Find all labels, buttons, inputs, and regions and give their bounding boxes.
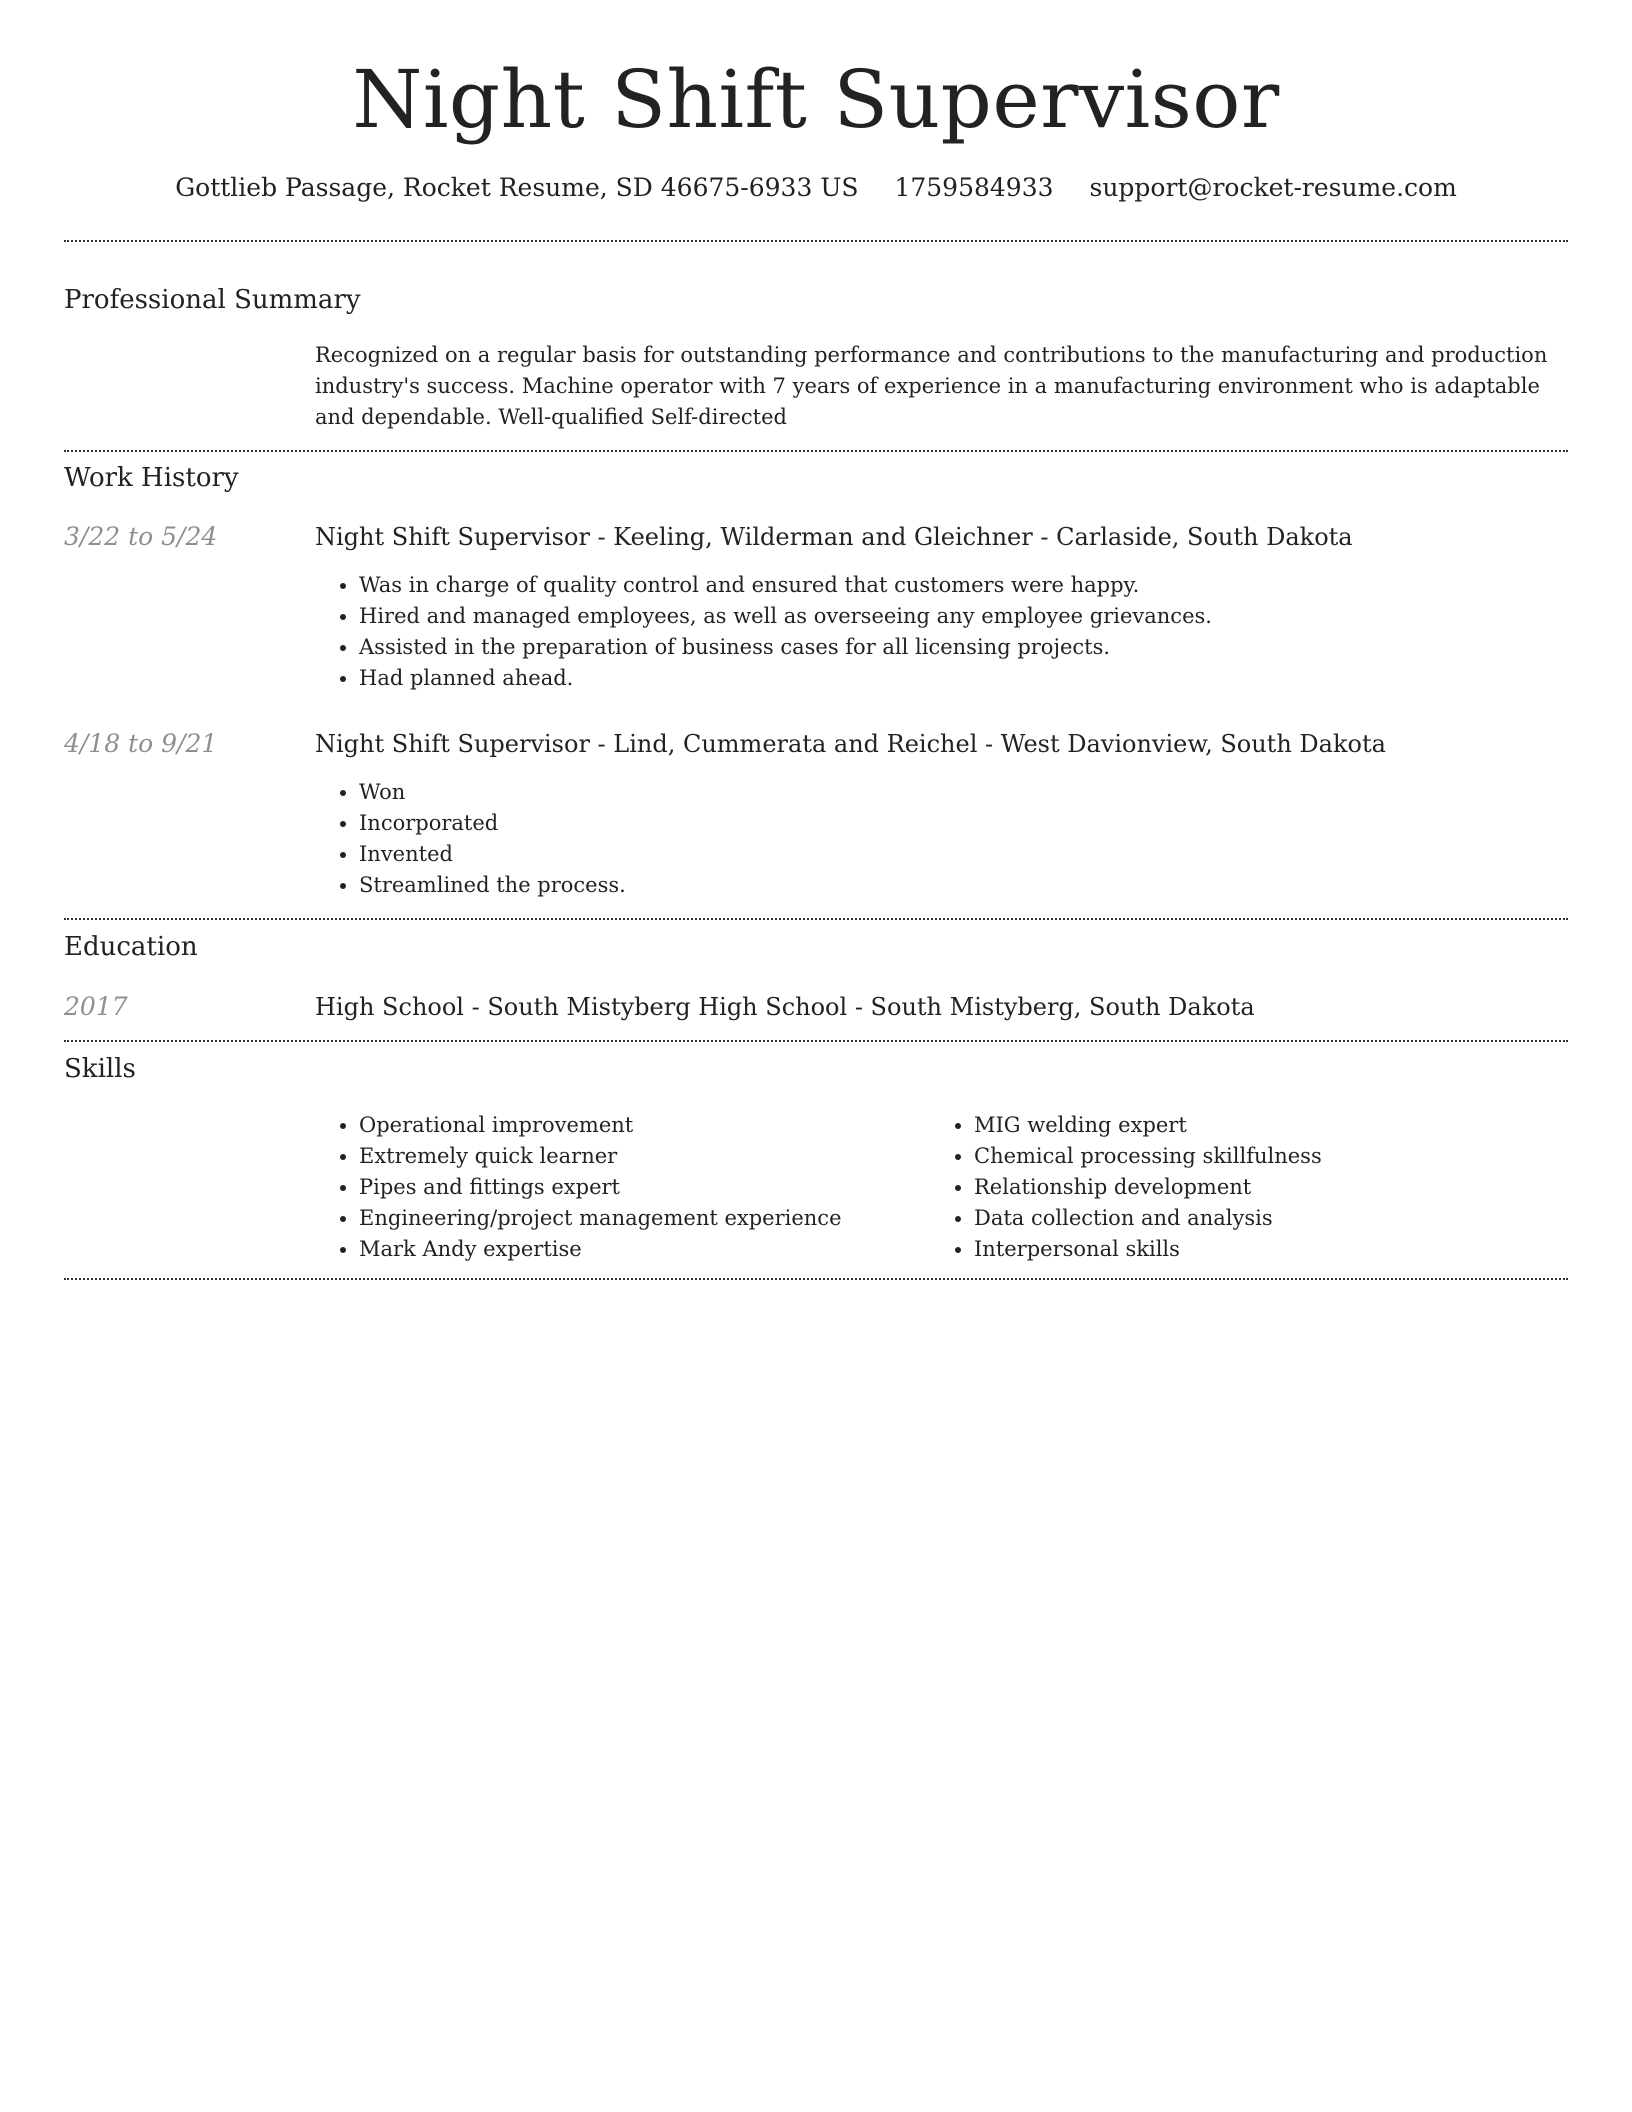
divider xyxy=(64,450,1568,452)
list-item: • Won xyxy=(359,777,626,808)
education-heading xyxy=(315,990,1255,1024)
section-title-work: Work History xyxy=(64,463,239,493)
skill-item: • Mark Andy expertise xyxy=(359,1234,842,1265)
section-title-summary: Professional Summary xyxy=(64,285,361,315)
resume-name: Night Shift Supervisor xyxy=(352,53,1280,146)
skill-item: • Operational improvement xyxy=(359,1110,842,1141)
job-details: - Keeling, Wilderman and Gleichner - Carlaside, South Dakota xyxy=(589,523,1353,551)
list-item: • Assisted in the preparation of business cases for all licensing projects. xyxy=(359,632,1212,663)
skill-item: • Relationship development xyxy=(974,1172,1322,1203)
contact-phone: 1759584933 xyxy=(894,173,1054,202)
skill-item: • MIG welding expert xyxy=(974,1110,1322,1141)
divider xyxy=(64,1278,1568,1280)
divider xyxy=(64,918,1568,920)
skill-item: • Data collection and analysis xyxy=(974,1203,1322,1234)
list-item: • Had planned ahead. xyxy=(359,663,1212,694)
list-item: • Hired and managed employees, as well as overseeing any employee grievances. xyxy=(359,601,1212,632)
job-heading xyxy=(315,520,1353,554)
divider xyxy=(64,1040,1568,1042)
job-title: Night Shift Supervisor xyxy=(315,730,590,758)
education-details: - South Mistyberg High School - South Mistyberg, South Dakota xyxy=(463,993,1255,1021)
summary-text: Recognized on a regular basis for outstanding performance and contributions to the manufacturing and production industry's success. Machine operator with 7 years of experience in a manufacturing environment who is adaptable and dependable. Well-qualified Self-directed xyxy=(315,343,1548,429)
skill-item: • Interpersonal skills xyxy=(974,1234,1322,1265)
job-details: - Lind, Cummerata and Reichel - West Davionview, South Dakota xyxy=(589,730,1386,758)
education-year: 2017 xyxy=(64,992,128,1021)
list-item: • Streamlined the process. xyxy=(359,870,626,901)
list-item: • Incorporated xyxy=(359,808,626,839)
list-item: • Invented xyxy=(359,839,626,870)
skills-list-right xyxy=(930,1110,1322,1265)
job-heading xyxy=(315,727,1386,761)
divider xyxy=(64,240,1568,242)
skills-list-left xyxy=(315,1110,842,1265)
skill-item: • Engineering/project management experience xyxy=(359,1203,842,1234)
job-title: Night Shift Supervisor xyxy=(315,523,590,551)
job-bullets xyxy=(315,570,1212,694)
education-degree: High School xyxy=(315,993,464,1021)
section-title-skills: Skills xyxy=(64,1054,136,1084)
job-dates: 4/18 to 9/21 xyxy=(64,729,218,758)
section-title-education: Education xyxy=(64,932,198,962)
contact-line xyxy=(64,170,1568,206)
job-dates: 3/22 to 5/24 xyxy=(64,522,218,551)
contact-address: Gottlieb Passage, Rocket Resume, SD 46675-6933 US xyxy=(175,173,859,202)
skill-item: • Chemical processing skillfulness xyxy=(974,1141,1322,1172)
job-bullets xyxy=(315,777,626,901)
contact-email: support@rocket-resume.com xyxy=(1089,173,1457,202)
list-item: • Was in charge of quality control and ensured that customers were happy. xyxy=(359,570,1212,601)
skill-item: • Extremely quick learner xyxy=(359,1141,842,1172)
skill-item: • Pipes and fittings expert xyxy=(359,1172,842,1203)
